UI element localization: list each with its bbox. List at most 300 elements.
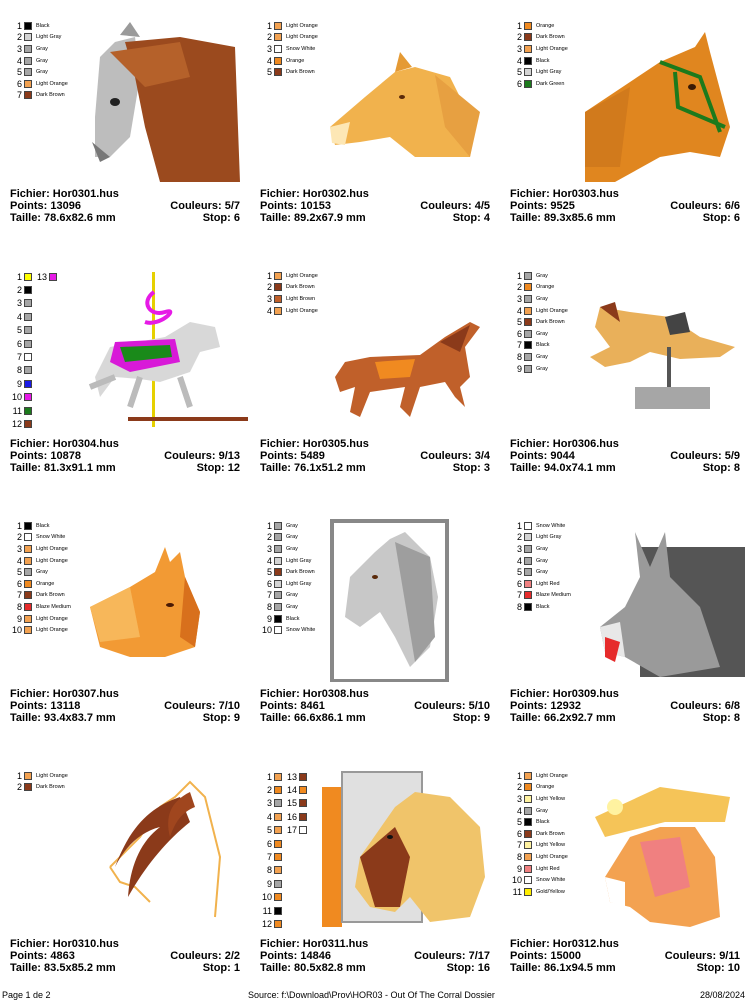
stop-label: Stop: bbox=[702, 462, 731, 474]
color-swatch bbox=[24, 45, 32, 53]
color-row bbox=[260, 590, 315, 602]
color-swatch bbox=[299, 813, 307, 821]
color-swatch bbox=[299, 786, 307, 794]
color-number: 11 bbox=[262, 905, 272, 916]
color-number: 2 bbox=[516, 782, 522, 793]
color-row bbox=[260, 578, 315, 590]
color-number: 3 bbox=[266, 43, 272, 54]
color-number: 16 bbox=[286, 811, 297, 822]
color-number: 4 bbox=[266, 555, 272, 566]
color-list bbox=[10, 770, 68, 793]
file-name: Hor0301.hus bbox=[52, 188, 119, 200]
horse-head-palomino-icon bbox=[320, 17, 500, 182]
color-name: Dark Green bbox=[536, 80, 565, 87]
stop-count bbox=[453, 212, 490, 224]
color-swatch bbox=[24, 603, 32, 611]
color-swatch bbox=[24, 273, 32, 281]
color-swatch bbox=[24, 33, 32, 41]
color-name: Gray bbox=[286, 592, 298, 599]
color-row bbox=[10, 624, 71, 636]
couleurs-value: 2/2 bbox=[224, 950, 240, 962]
color-row bbox=[260, 797, 282, 810]
file-name: Hor0306.hus bbox=[552, 438, 619, 450]
color-name: Dark Brown bbox=[286, 284, 315, 291]
color-swatch bbox=[274, 893, 282, 901]
color-name: Dark Brown bbox=[36, 784, 65, 791]
color-number: 3 bbox=[16, 43, 22, 54]
color-row bbox=[260, 32, 318, 44]
color-row bbox=[10, 782, 68, 794]
color-swatch bbox=[274, 295, 282, 303]
color-row bbox=[510, 782, 568, 794]
color-swatch bbox=[24, 407, 32, 415]
color-row bbox=[260, 864, 282, 877]
design-card bbox=[250, 5, 500, 255]
color-name: Light Orange bbox=[36, 80, 68, 87]
color-number: 6 bbox=[266, 838, 272, 849]
color-number: 9 bbox=[266, 878, 272, 889]
color-row bbox=[285, 810, 307, 823]
color-swatch bbox=[24, 580, 32, 588]
color-name: Light Yellow bbox=[536, 842, 566, 849]
color-swatch bbox=[274, 568, 282, 576]
color-number: 10 bbox=[261, 892, 272, 903]
couleurs-value: 4/5 bbox=[474, 200, 490, 212]
color-number: 7 bbox=[16, 352, 22, 363]
design-info bbox=[10, 688, 240, 724]
color-number: 5 bbox=[266, 825, 272, 836]
file-label: Fichier: bbox=[260, 438, 300, 450]
color-row bbox=[10, 32, 68, 44]
design-info bbox=[510, 188, 740, 224]
color-row bbox=[10, 310, 32, 323]
file-name: Hor0307.hus bbox=[52, 688, 119, 700]
color-number: 4 bbox=[516, 55, 522, 66]
color-swatch bbox=[24, 626, 32, 634]
color-number: 2 bbox=[516, 32, 522, 43]
size-line bbox=[510, 712, 616, 724]
design-card bbox=[250, 755, 500, 1005]
points-label: Points: bbox=[10, 200, 48, 212]
color-swatch bbox=[524, 295, 532, 303]
running-horse-icon bbox=[320, 267, 500, 432]
color-row bbox=[510, 328, 568, 340]
color-number: 8 bbox=[16, 601, 22, 612]
horse-in-stall-icon bbox=[320, 767, 500, 932]
color-list bbox=[510, 20, 568, 90]
design-info bbox=[510, 938, 740, 974]
color-name: Light Red bbox=[536, 865, 560, 872]
color-row bbox=[260, 917, 282, 930]
color-row bbox=[10, 20, 68, 32]
color-number: 7 bbox=[516, 340, 522, 351]
points-value: 10153 bbox=[300, 200, 331, 212]
color-name: Light Orange bbox=[36, 615, 68, 622]
color-name: Gray bbox=[286, 603, 298, 610]
color-swatch bbox=[274, 522, 282, 530]
color-swatch bbox=[274, 626, 282, 634]
color-number: 4 bbox=[516, 305, 522, 316]
color-name: Light Orange bbox=[536, 307, 568, 314]
print-date: 28/08/2024 bbox=[700, 990, 746, 1000]
horse-outline-icon bbox=[70, 767, 250, 932]
couleurs-value: 3/4 bbox=[474, 450, 490, 462]
color-swatch bbox=[524, 318, 532, 326]
file-label: Fichier: bbox=[10, 688, 50, 700]
size-label: Taille: bbox=[510, 962, 541, 974]
colors-count bbox=[414, 700, 490, 712]
size-label: Taille: bbox=[260, 712, 291, 724]
colors-count bbox=[670, 200, 740, 212]
color-number: 2 bbox=[266, 785, 272, 796]
file-label: Fichier: bbox=[510, 438, 550, 450]
color-swatch bbox=[524, 33, 532, 41]
points-value: 4863 bbox=[50, 950, 75, 962]
design-info bbox=[10, 188, 240, 224]
color-row bbox=[260, 613, 315, 625]
couleurs-label: Couleurs: bbox=[670, 450, 722, 462]
points-line bbox=[510, 950, 581, 962]
colors-count bbox=[170, 200, 240, 212]
size-line bbox=[260, 462, 366, 474]
color-name: Snow White bbox=[286, 627, 316, 634]
size-line bbox=[510, 212, 616, 224]
points-value: 13118 bbox=[50, 700, 81, 712]
color-name: Light Gray bbox=[536, 534, 562, 541]
color-number: 17 bbox=[286, 825, 297, 836]
color-number: 1 bbox=[516, 770, 522, 781]
points-line bbox=[10, 950, 75, 962]
color-number: 6 bbox=[516, 78, 522, 89]
color-number: 3 bbox=[16, 298, 22, 309]
color-swatch bbox=[274, 283, 282, 291]
color-number: 8 bbox=[516, 351, 522, 362]
color-name: Dark Brown bbox=[36, 592, 65, 599]
color-swatch bbox=[524, 22, 532, 30]
file-label: Fichier: bbox=[260, 188, 300, 200]
couleurs-label: Couleurs: bbox=[664, 950, 717, 962]
color-number: 2 bbox=[516, 532, 522, 543]
couleurs-value: 9/13 bbox=[218, 450, 240, 462]
color-number: 1 bbox=[16, 271, 22, 282]
color-swatch bbox=[274, 68, 282, 76]
color-number: 8 bbox=[516, 601, 522, 612]
stop-value: 12 bbox=[227, 462, 240, 474]
file-line bbox=[510, 438, 619, 450]
color-number: 1 bbox=[516, 20, 522, 31]
color-name: Gray bbox=[536, 569, 548, 576]
color-swatch bbox=[274, 786, 282, 794]
points-line bbox=[510, 200, 575, 212]
color-row bbox=[35, 270, 57, 283]
color-row bbox=[510, 874, 568, 886]
color-number: 5 bbox=[516, 817, 522, 828]
color-name: Light Orange bbox=[536, 853, 568, 860]
stop-value: 4 bbox=[483, 212, 490, 224]
color-number: 7 bbox=[516, 590, 522, 601]
size-line bbox=[10, 712, 116, 724]
size-value: 66.2x92.7 mm bbox=[544, 712, 616, 724]
color-number: 1 bbox=[266, 270, 272, 281]
color-row bbox=[260, 66, 318, 78]
colors-count bbox=[670, 700, 740, 712]
color-swatch bbox=[274, 591, 282, 599]
color-swatch bbox=[524, 283, 532, 291]
couleurs-value: 5/10 bbox=[468, 700, 490, 712]
color-name: Black bbox=[36, 22, 50, 29]
color-row bbox=[10, 601, 71, 613]
color-number: 4 bbox=[516, 805, 522, 816]
color-row bbox=[510, 270, 568, 282]
size-line bbox=[260, 212, 366, 224]
color-number: 2 bbox=[266, 282, 272, 293]
color-row bbox=[260, 43, 318, 55]
file-name: Hor0309.hus bbox=[552, 688, 619, 700]
design-card bbox=[500, 755, 750, 1005]
color-row bbox=[510, 770, 568, 782]
color-row bbox=[510, 282, 568, 294]
couleurs-value: 6/8 bbox=[724, 700, 740, 712]
horse-with-hat-icon bbox=[570, 767, 750, 932]
file-line bbox=[10, 188, 119, 200]
color-row bbox=[260, 305, 318, 317]
stop-count bbox=[203, 962, 240, 974]
color-list bbox=[260, 520, 315, 636]
color-row bbox=[10, 350, 32, 363]
size-value: 66.6x86.1 mm bbox=[294, 712, 366, 724]
design-card bbox=[500, 505, 750, 755]
color-swatch bbox=[24, 522, 32, 530]
color-swatch bbox=[524, 557, 532, 565]
color-list-secondary bbox=[35, 270, 57, 283]
color-row bbox=[10, 404, 32, 417]
color-number: 5 bbox=[516, 567, 522, 578]
color-name: Gray bbox=[286, 522, 298, 529]
color-row bbox=[10, 391, 32, 404]
color-row bbox=[510, 305, 568, 317]
color-swatch bbox=[274, 615, 282, 623]
color-row bbox=[10, 78, 68, 90]
color-swatch bbox=[274, 920, 282, 928]
stop-label: Stop: bbox=[202, 962, 231, 974]
color-name: Light Orange bbox=[536, 45, 568, 52]
color-number: 3 bbox=[266, 293, 272, 304]
points-value: 9044 bbox=[550, 450, 575, 462]
file-name: Hor0312.hus bbox=[552, 938, 619, 950]
color-swatch bbox=[274, 773, 282, 781]
color-name: Black bbox=[536, 603, 550, 610]
color-name: Gray bbox=[36, 69, 48, 76]
file-label: Fichier: bbox=[510, 938, 550, 950]
color-swatch bbox=[524, 307, 532, 315]
color-swatch bbox=[24, 366, 32, 374]
size-label: Taille: bbox=[10, 712, 41, 724]
color-row bbox=[510, 828, 568, 840]
color-swatch bbox=[274, 272, 282, 280]
color-swatch bbox=[524, 876, 532, 884]
color-swatch bbox=[274, 57, 282, 65]
stop-value: 6 bbox=[733, 212, 740, 224]
color-number: 4 bbox=[16, 311, 22, 322]
points-value: 15000 bbox=[550, 950, 581, 962]
color-name: Snow White bbox=[286, 45, 316, 52]
color-number: 10 bbox=[11, 625, 22, 636]
color-name: Gray bbox=[536, 545, 548, 552]
stop-count bbox=[703, 712, 740, 724]
color-number: 7 bbox=[16, 590, 22, 601]
color-number: 3 bbox=[266, 543, 272, 554]
color-name: Gold/Yellow bbox=[536, 888, 565, 895]
size-label: Taille: bbox=[260, 212, 291, 224]
color-number: 4 bbox=[266, 305, 272, 316]
color-swatch bbox=[24, 313, 32, 321]
color-swatch bbox=[274, 533, 282, 541]
color-name: Gray bbox=[536, 365, 548, 372]
design-info bbox=[10, 438, 240, 474]
color-name: Gray bbox=[536, 330, 548, 337]
color-row bbox=[510, 793, 568, 805]
color-number: 3 bbox=[516, 543, 522, 554]
color-name: Light Orange bbox=[36, 772, 68, 779]
points-label: Points: bbox=[510, 450, 548, 462]
color-name: Snow White bbox=[36, 534, 66, 541]
color-row bbox=[260, 270, 318, 282]
color-row bbox=[260, 850, 282, 863]
color-number: 12 bbox=[261, 918, 272, 929]
color-row bbox=[510, 840, 568, 852]
color-swatch bbox=[524, 80, 532, 88]
color-name: Light Gray bbox=[286, 557, 312, 564]
color-name: Light Orange bbox=[36, 557, 68, 564]
couleurs-label: Couleurs: bbox=[420, 200, 472, 212]
file-line bbox=[260, 938, 368, 950]
color-name: Light Orange bbox=[286, 34, 318, 41]
color-swatch bbox=[524, 341, 532, 349]
stop-count bbox=[453, 712, 490, 724]
color-number: 3 bbox=[516, 793, 522, 804]
color-swatch bbox=[274, 33, 282, 41]
color-row bbox=[10, 364, 32, 377]
color-row bbox=[10, 377, 32, 390]
color-row bbox=[510, 566, 571, 578]
color-row bbox=[510, 20, 568, 32]
color-number: 7 bbox=[266, 590, 272, 601]
color-number: 2 bbox=[516, 282, 522, 293]
color-number: 2 bbox=[266, 32, 272, 43]
size-value: 81.3x91.1 mm bbox=[44, 462, 116, 474]
couleurs-label: Couleurs: bbox=[164, 450, 216, 462]
color-swatch bbox=[524, 807, 532, 815]
points-label: Points: bbox=[10, 950, 48, 962]
color-name: Gray bbox=[536, 295, 548, 302]
couleurs-label: Couleurs: bbox=[414, 950, 466, 962]
color-number: 11 bbox=[12, 405, 22, 416]
color-number: 6 bbox=[16, 578, 22, 589]
stop-label: Stop: bbox=[452, 462, 481, 474]
color-name: Snow White bbox=[536, 877, 566, 884]
color-name: Dark Brown bbox=[286, 69, 315, 76]
colors-count bbox=[420, 450, 490, 462]
color-swatch bbox=[524, 330, 532, 338]
color-name: Light Orange bbox=[536, 772, 568, 779]
color-name: Dark Brown bbox=[36, 92, 65, 99]
color-row bbox=[260, 55, 318, 67]
size-label: Taille: bbox=[260, 462, 291, 474]
stop-value: 6 bbox=[233, 212, 240, 224]
size-value: 89.2x67.9 mm bbox=[294, 212, 366, 224]
color-name: Light Gray bbox=[536, 69, 562, 76]
color-swatch bbox=[299, 773, 307, 781]
color-row bbox=[10, 66, 68, 78]
color-row bbox=[510, 851, 568, 863]
color-row bbox=[10, 324, 32, 337]
stop-label: Stop: bbox=[202, 712, 231, 724]
stop-count bbox=[703, 462, 740, 474]
color-name: Orange bbox=[536, 784, 555, 791]
points-line bbox=[260, 200, 331, 212]
points-value: 10878 bbox=[50, 450, 81, 462]
color-row bbox=[510, 590, 571, 602]
size-label: Taille: bbox=[260, 962, 291, 974]
color-number: 8 bbox=[266, 865, 272, 876]
size-value: 78.6x82.6 mm bbox=[44, 212, 116, 224]
color-number: 7 bbox=[516, 840, 522, 851]
file-line bbox=[260, 688, 369, 700]
size-line bbox=[10, 962, 116, 974]
color-swatch bbox=[524, 603, 532, 611]
color-list bbox=[10, 270, 47, 431]
color-name: Blaze Medium bbox=[536, 592, 571, 599]
color-number: 13 bbox=[36, 271, 47, 282]
color-name: Black bbox=[536, 342, 550, 349]
file-name: Hor0304.hus bbox=[52, 438, 119, 450]
color-name: Gray bbox=[36, 45, 48, 52]
stop-value: 1 bbox=[233, 962, 240, 974]
stop-value: 10 bbox=[727, 962, 740, 974]
color-swatch bbox=[24, 380, 32, 388]
points-label: Points: bbox=[510, 200, 548, 212]
color-number: 4 bbox=[16, 55, 22, 66]
color-row bbox=[510, 886, 568, 898]
color-number: 10 bbox=[261, 625, 272, 636]
stop-label: Stop: bbox=[696, 962, 725, 974]
color-swatch bbox=[274, 580, 282, 588]
file-label: Fichier: bbox=[10, 188, 50, 200]
source-path: Source: f:\Download\Prov\HOR03 - Out Of The Corral Dossier bbox=[248, 990, 495, 1000]
color-swatch bbox=[274, 557, 282, 565]
color-row bbox=[285, 783, 307, 796]
color-swatch bbox=[24, 340, 32, 348]
color-swatch bbox=[24, 533, 32, 541]
color-number: 9 bbox=[516, 363, 522, 374]
color-swatch bbox=[274, 813, 282, 821]
page-number: Page 1 de 2 bbox=[2, 990, 51, 1000]
color-row bbox=[260, 783, 282, 796]
points-value: 14846 bbox=[300, 950, 331, 962]
color-number: 15 bbox=[286, 798, 297, 809]
color-number: 5 bbox=[516, 67, 522, 78]
stop-value: 8 bbox=[733, 462, 740, 474]
color-row bbox=[10, 283, 32, 296]
color-list bbox=[510, 770, 568, 898]
stop-value: 16 bbox=[477, 962, 490, 974]
points-line bbox=[10, 700, 80, 712]
stop-label: Stop: bbox=[446, 962, 475, 974]
color-swatch bbox=[24, 615, 32, 623]
color-swatch bbox=[524, 818, 532, 826]
color-number: 8 bbox=[266, 601, 272, 612]
size-label: Taille: bbox=[510, 712, 541, 724]
